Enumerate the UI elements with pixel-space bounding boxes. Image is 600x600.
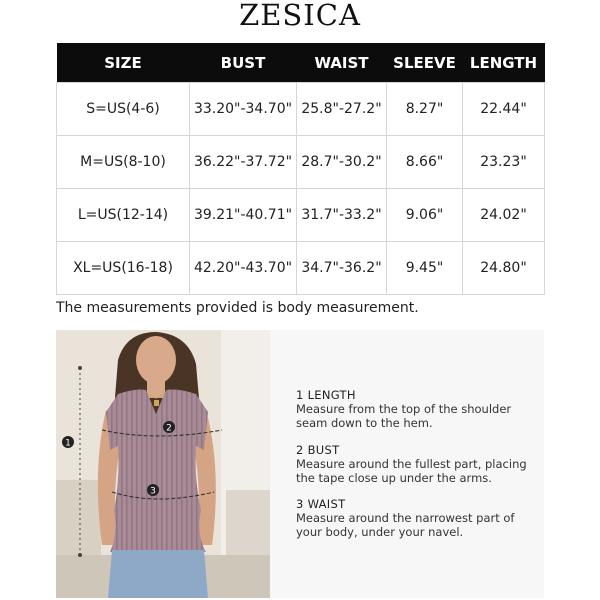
header-sleeve: SLEEVE [387, 43, 463, 83]
cell-sleeve: 9.06" [387, 189, 463, 242]
instruction-bust [296, 443, 536, 485]
cell-bust: 33.20"-34.70" [190, 83, 297, 136]
cell-waist: 31.7"-33.2" [297, 189, 387, 242]
model-photo [56, 330, 270, 598]
cell-length: 23.23" [463, 136, 545, 189]
instruction-heading: 3 WAIST [296, 497, 346, 511]
instruction-heading: 1 LENGTH [296, 388, 356, 402]
instruction-text: Measure around the fullest part, placing the tape close up under the arms. [296, 457, 527, 485]
brand-logo: ZESICA [239, 0, 361, 32]
svg-text:1: 1 [65, 438, 71, 449]
table-row [57, 136, 545, 189]
svg-text:2: 2 [166, 423, 172, 434]
header-waist: WAIST [297, 43, 387, 83]
measurement-note: The measurements provided is body measurement. [56, 300, 419, 316]
face [136, 336, 176, 384]
shirt [106, 390, 208, 553]
header-bust: BUST [190, 43, 297, 83]
cell-length: 22.44" [463, 83, 545, 136]
cell-sleeve: 8.66" [387, 136, 463, 189]
table-row [57, 83, 545, 136]
svg-text:3: 3 [150, 486, 156, 497]
cell-waist: 25.8"-27.2" [297, 83, 387, 136]
cell-sleeve: 8.27" [387, 83, 463, 136]
cell-length: 24.80" [463, 242, 545, 295]
cell-bust: 39.21"-40.71" [190, 189, 297, 242]
instruction-text: Measure around the narrowest part of your body, under your navel. [296, 511, 515, 539]
jeans [108, 550, 208, 598]
instruction-waist [296, 497, 536, 539]
cell-waist: 28.7"-30.2" [297, 136, 387, 189]
cell-size: XL=US(16-18) [57, 242, 190, 295]
cell-bust: 36.22"-37.72" [190, 136, 297, 189]
instruction-heading: 2 BUST [296, 443, 340, 457]
cell-sleeve: 9.45" [387, 242, 463, 295]
table-header-row [57, 43, 545, 83]
cell-waist: 34.7"-36.2" [297, 242, 387, 295]
header-length: LENGTH [463, 43, 545, 83]
cell-size: M=US(8-10) [57, 136, 190, 189]
cell-length: 24.02" [463, 189, 545, 242]
cell-size: L=US(12-14) [57, 189, 190, 242]
table-row [57, 189, 545, 242]
instruction-length [296, 388, 536, 430]
cell-bust: 42.20"-43.70" [190, 242, 297, 295]
instruction-text: Measure from the top of the shoulder seam down to the hem. [296, 402, 512, 430]
size-chart-table [56, 43, 545, 295]
table-row [57, 242, 545, 295]
header-size: SIZE [57, 43, 190, 83]
instructions-panel [270, 330, 544, 598]
cell-size: S=US(4-6) [57, 83, 190, 136]
model-illustration [56, 330, 270, 598]
